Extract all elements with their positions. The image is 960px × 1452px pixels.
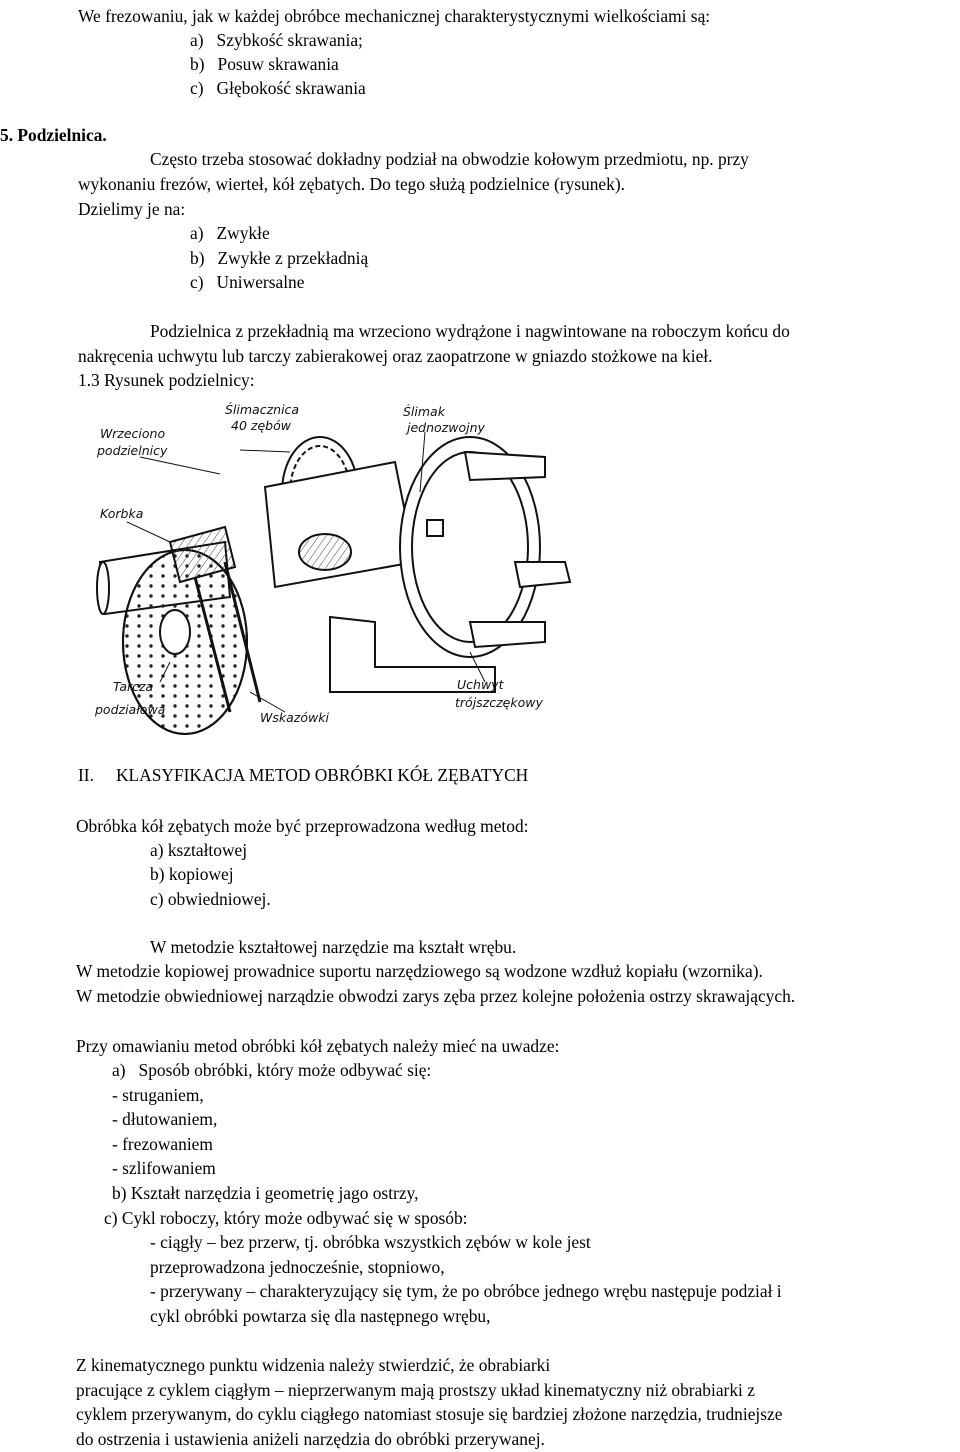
section-title: KLASYFIKACJA METOD OBRÓBKI KÓŁ ZĘBATYCH [116,765,529,785]
dividing-head-figure [75,392,597,737]
paragraph-line: przeprowadzona jednocześnie, stopniowo, [150,1257,445,1277]
list-item: b) Posuw skrawania [190,54,339,74]
paragraph-line: W metodzie obwiedniowej narządzie obwodzi zarys zęba przez kolejne położenia ostrzy skrawających. [76,986,796,1006]
list-item: a) kształtowej [150,840,248,860]
paragraph-line: Z kinematycznego punktu widzenia należy stwierdzić, że obrabiarki [76,1355,551,1375]
label-worm-wheel-teeth: 40 zębów [231,418,291,433]
paragraph-line: - przerywany – charakteryzujący się tym, że po obróbce jednego wrębu następuje podział i [150,1281,782,1301]
paragraph-line: nakręcenia uchwytu lub tarczy zabierakowej oraz zaopatrzone w gniazdo stożkowe na kieł. [78,346,713,366]
paragraph-line: cyklem przerywanym, do cyklu ciągłego natomiast stosuje się bardziej złożone narzędzia, trudniejsze [76,1404,783,1424]
paragraph-line: wykonaniu frezów, wierteł, kół zębatych. Do tego służą podzielnice (rysunek). [78,174,625,194]
paragraph-line: Przy omawianiu metod obróbki kół zębatych należy mieć na uwadze: [76,1036,560,1056]
paragraph-line: Obróbka kół zębatych może być przeprowadzona według metod: [76,816,529,836]
label-crank: Korbka [100,506,144,521]
label-plate: Tarcza [113,679,154,694]
paragraph-line: W metodzie kształtowej narzędzie ma kształt wrębu. [150,937,517,957]
list-item: - frezowaniem [112,1134,213,1154]
section-number: II. [78,765,94,785]
figure-caption: 1.3 Rysunek podzielnicy: [78,370,255,390]
paragraph-line: do ostrzenia i ustawienia aniżeli narzędzia do obróbki przerywanej. [76,1429,545,1449]
paragraph-line: pracujące z cyklem ciągłym – nieprzerwanym mają prostszy układ kinematyczny niż obrabiarki z [76,1380,755,1400]
label-worm-single: jednozwojny [407,420,485,435]
list-item: - struganiem, [112,1085,204,1105]
list-item: b) kopiowej [150,864,234,884]
list-item: c) Uniwersalne [190,272,305,292]
list-item: a) Szybkość skrawania; [190,30,363,50]
label-worm-wheel: Ślimacznica [225,402,300,417]
list-item: a) Sposób obróbki, który może odbywać się: [112,1060,432,1080]
paragraph-line: - ciągły – bez przerw, tj. obróbka wszystkich zębów w kole jest [150,1232,591,1252]
worm [299,534,351,570]
list-item: b) Kształt narzędzia i geometrię jago ostrzy, [112,1183,419,1203]
section-heading: 5. Podzielnica. [0,125,107,145]
label-chuck: Uchwyt [457,677,504,692]
label-worm: Ślimak [403,404,445,419]
list-item: - dłutowaniem, [112,1109,218,1129]
label-spindle: Wrzeciono [100,426,166,441]
intro-lead: We frezowaniu, jak w każdej obróbce mechanicznej charakterystycznymi wielkościami są: [78,6,711,26]
list-item: b) Zwykłe z przekładnią [190,248,369,268]
paragraph-line: Dzielimy je na: [78,199,186,219]
label-chuck-2: trójszczękowy [455,695,543,710]
list-item: c) Głębokość skrawania [190,78,366,98]
label-pointers: Wskazówki [260,710,329,725]
list-item: c) obwiedniowej. [150,889,271,909]
list-item: c) Cykl roboczy, który może odbywać się w sposób: [104,1208,468,1228]
paragraph-line: cykl obróbki powtarza się dla następnego wrębu, [150,1306,491,1326]
paragraph-line: W metodzie kopiowej prowadnice suportu narzędziowego są wodzone wzdłuż kopiału (wzornika). [76,961,763,981]
paragraph-line: Podzielnica z przekładnią ma wrzeciono wydrążone i nagwintowane na roboczym końcu do [150,321,790,341]
list-item: a) Zwykłe [190,223,270,243]
list-item: - szlifowaniem [112,1158,216,1178]
label-spindle-2: podzielnicy [97,443,168,458]
label-plate-2: podziałowa [95,702,166,717]
paragraph-line: Często trzeba stosować dokładny podział na obwodzie kołowym przedmiotu, np. przy [150,149,749,169]
